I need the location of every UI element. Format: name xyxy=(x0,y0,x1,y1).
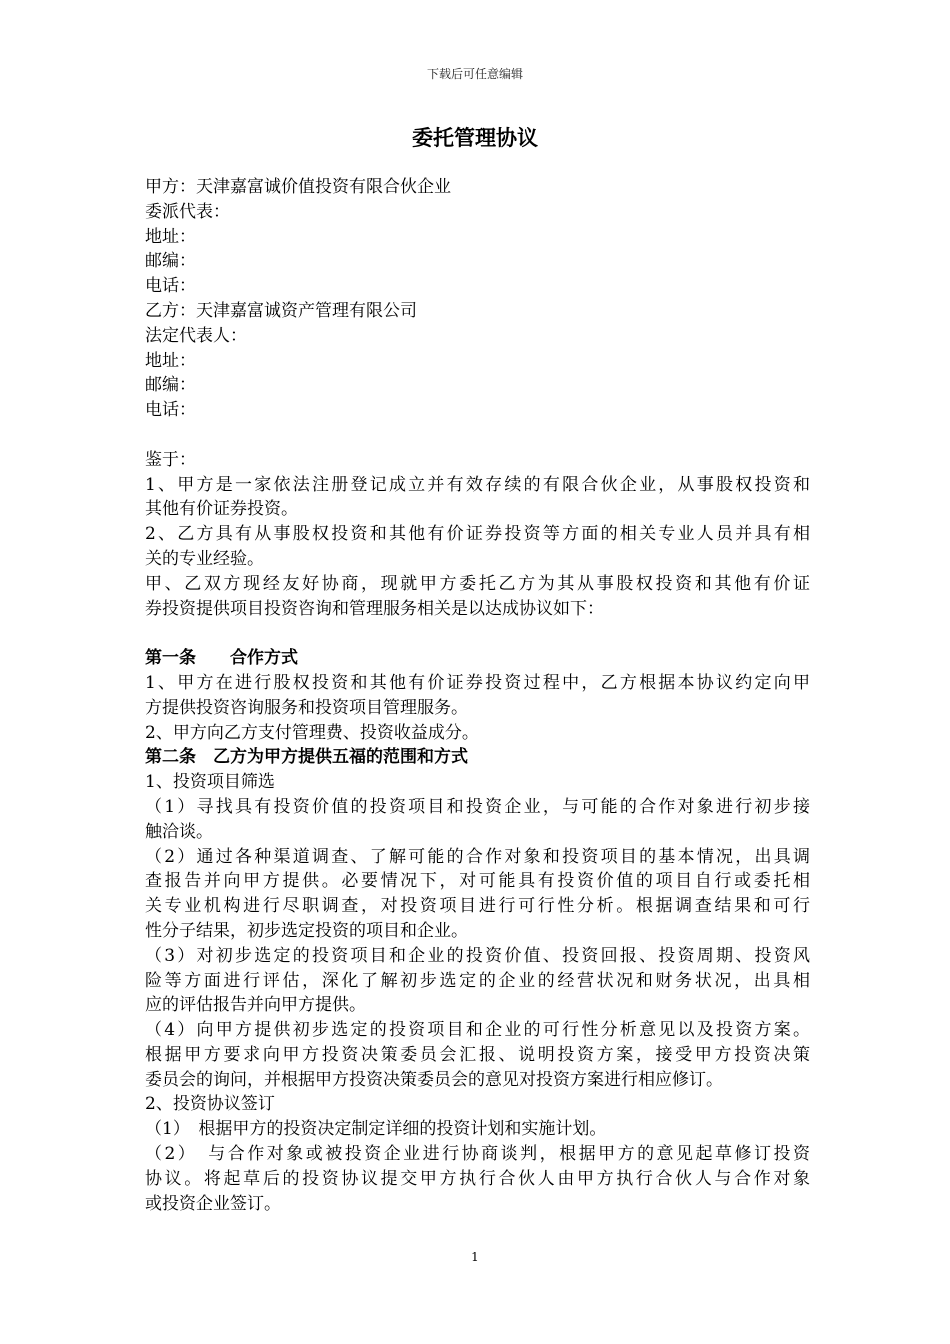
paragraph-2-line-2: 查报告并向甲方提供。必要情况下，对可能具有投资价值的项目自行或委托相 xyxy=(145,871,810,892)
party-a-address: 地址： xyxy=(145,226,196,247)
party-b-representative: 法定代表人： xyxy=(145,325,247,346)
paragraph-2-line-1: （2）通过各种渠道调查、了解可能的合作对象和投资项目的基本情况，出具调 xyxy=(145,846,810,867)
section-2-title: 2、投资协议签订 xyxy=(145,1094,275,1115)
whereas-item-1-line-2: 其他有价证券投资。 xyxy=(145,499,298,520)
party-b-phone: 电话： xyxy=(145,400,196,421)
whereas-item-2-line-2: 关的专业经验。 xyxy=(145,548,264,569)
spacer xyxy=(145,423,810,448)
page-header: 下载后可任意编辑 xyxy=(426,67,523,81)
party-b-name: 乙方：天津嘉富诚资产管理有限公司 xyxy=(145,300,417,321)
party-b-address: 地址： xyxy=(145,350,196,371)
party-a-name: 甲方：天津嘉富诚价值投资有限合伙企业 xyxy=(145,177,451,197)
clause-2-line-3: 或投资企业签订。 xyxy=(145,1193,281,1214)
paragraph-2-line-3: 关专业机构进行尽职调查，对投资项目进行可行性分析。根据调查结果和可行 xyxy=(145,896,810,917)
spacer xyxy=(145,621,810,646)
page-number: 1 xyxy=(471,1250,479,1264)
article-1-heading: 第一条 合作方式 xyxy=(145,648,298,669)
paragraph-3-line-2: 险等方面进行评估，深化了解初步选定的企业的经营状况和财务状况，出具相 xyxy=(145,970,810,991)
article-1-item-1-line-1: 1、甲方在进行股权投资和其他有价证券投资过程中，乙方根据本协议约定向甲 xyxy=(145,672,810,693)
paragraph-4-line-2: 根据甲方要求向甲方投资决策委员会汇报、说明投资方案，接受甲方投资决策 xyxy=(145,1044,810,1065)
paragraph-4-line-3: 委员会的询问，并根据甲方投资决策委员会的意见对投资方案进行相应修订。 xyxy=(145,1069,723,1090)
paragraph-1-line-1: （1）寻找具有投资价值的投资项目和投资企业，与可能的合作对象进行初步接 xyxy=(145,796,810,817)
paragraph-4-line-1: （4）向甲方提供初步选定的投资项目和企业的可行性分析意见以及投资方案。 xyxy=(145,1020,810,1041)
paragraph-2-line-4: 性分子结果，初步选定投资的项目和企业。 xyxy=(145,920,468,941)
document-title: 委托管理协议 xyxy=(412,125,538,150)
agreement-statement-line-1: 甲、乙双方现经友好协商，现就甲方委托乙方为其从事股权投资和其他有价证 xyxy=(145,573,810,594)
article-1-item-2: 2、甲方向乙方支付管理费、投资收益成分。 xyxy=(145,722,479,743)
whereas-item-2-line-1: 2、乙方具有从事股权投资和其他有价证券投资等方面的相关专业人员并具有相 xyxy=(145,524,810,545)
whereas-item-1-line-1: 1、甲方是一家依法注册登记成立并有效存续的有限合伙企业，从事股权投资和 xyxy=(145,474,810,495)
agreement-statement-line-2: 券投资提供项目投资咨询和管理服务相关是以达成协议如下： xyxy=(145,598,604,619)
article-2-heading: 第二条 乙方为甲方提供五福的范围和方式 xyxy=(145,747,468,768)
clause-2-line-1: （2） 与合作对象或被投资企业进行协商谈判，根据甲方的意见起草修订投资 xyxy=(145,1144,810,1165)
party-a-representative: 委派代表： xyxy=(145,201,230,222)
paragraph-3-line-3: 应的评估报告并向甲方提供。 xyxy=(145,995,366,1016)
whereas-intro: 鉴于： xyxy=(145,449,196,470)
section-1-title: 1、投资项目筛选 xyxy=(145,772,275,793)
article-1-item-1-line-2: 方提供投资咨询服务和投资项目管理服务。 xyxy=(145,697,468,718)
party-b-postcode: 邮编： xyxy=(145,375,196,396)
clause-1: （1） 根据甲方的投资决定制定详细的投资计划和实施计划。 xyxy=(145,1119,607,1140)
paragraph-3-line-1: （3）对初步选定的投资项目和企业的投资价值、投资回报、投资周期、投资风 xyxy=(145,945,810,966)
party-a-phone: 电话： xyxy=(145,276,196,297)
party-a-postcode: 邮编： xyxy=(145,251,196,272)
paragraph-1-line-2: 触洽谈。 xyxy=(145,821,213,842)
document-body xyxy=(145,175,810,1216)
clause-2-line-2: 协议。将起草后的投资协议提交甲方执行合伙人由甲方执行合伙人与合作对象 xyxy=(145,1168,810,1189)
